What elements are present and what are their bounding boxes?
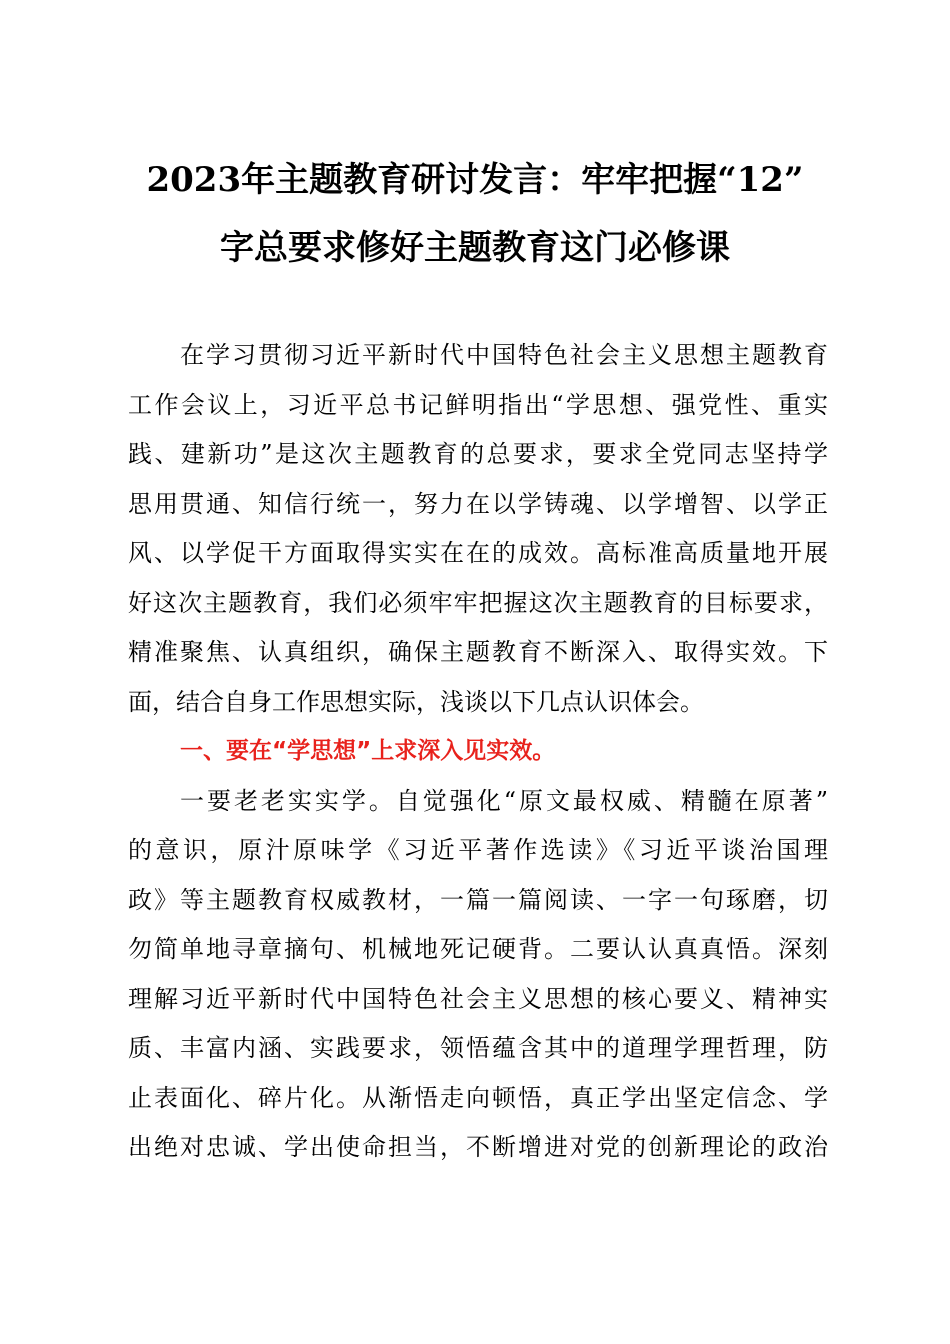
paragraph-line: 践、建新功”是这次主题教育的总要求，要求全党同志坚持学 — [128, 440, 828, 468]
paragraph-line: 止表面化、碎片化。从渐悟走向顿悟，真正学出坚定信念、学 — [128, 1084, 828, 1112]
paragraph-line: 精准聚焦、认真组织，确保主题教育不断深入、取得实效。下 — [128, 638, 828, 666]
paragraph-line: 面，结合自身工作思想实际，浅谈以下几点认识体会。 — [128, 688, 704, 716]
paragraph-line: 工作会议上，习近平总书记鲜明指出“学思想、强党性、重实 — [128, 391, 828, 419]
section-heading: 一、要在“学思想”上求深入见实效。 — [180, 738, 556, 764]
paragraph-line: 质、丰富内涵、实践要求，领悟蕴含其中的道理学理哲理，防 — [128, 1034, 828, 1062]
paragraph-line: 在学习贯彻习近平新时代中国特色社会主义思想主题教育 — [180, 341, 828, 369]
document-title-line-1: 2023年主题教育研讨发言：牢牢把握“12” — [146, 160, 804, 200]
paragraph-line: 风、以学促干方面取得实实在在的成效。高标准高质量地开展 — [128, 539, 828, 567]
paragraph-line: 思用贯通、知信行统一，努力在以学铸魂、以学增智、以学正 — [128, 490, 828, 518]
paragraph-line: 政》等主题教育权威教材，一篇一篇阅读、一字一句琢磨，切 — [128, 886, 828, 914]
paragraph-line: 一要老老实实学。自觉强化“原文最权威、精髓在原著” — [180, 787, 828, 815]
paragraph-line: 的意识，原汁原味学《习近平著作选读》《习近平谈治国理 — [128, 836, 828, 864]
paragraph-line: 勿简单地寻章摘句、机械地死记硬背。二要认认真真悟。深刻 — [128, 935, 828, 963]
paragraph-line: 好这次主题教育，我们必须牢牢把握这次主题教育的目标要求， — [128, 589, 828, 617]
paragraph-line: 理解习近平新时代中国特色社会主义思想的核心要义、精神实 — [128, 985, 828, 1013]
document-title-line-2: 字总要求修好主题教育这门必修课 — [220, 228, 730, 268]
paragraph-line: 出绝对忠诚、学出使命担当，不断增进对党的创新理论的政治 — [128, 1133, 828, 1161]
